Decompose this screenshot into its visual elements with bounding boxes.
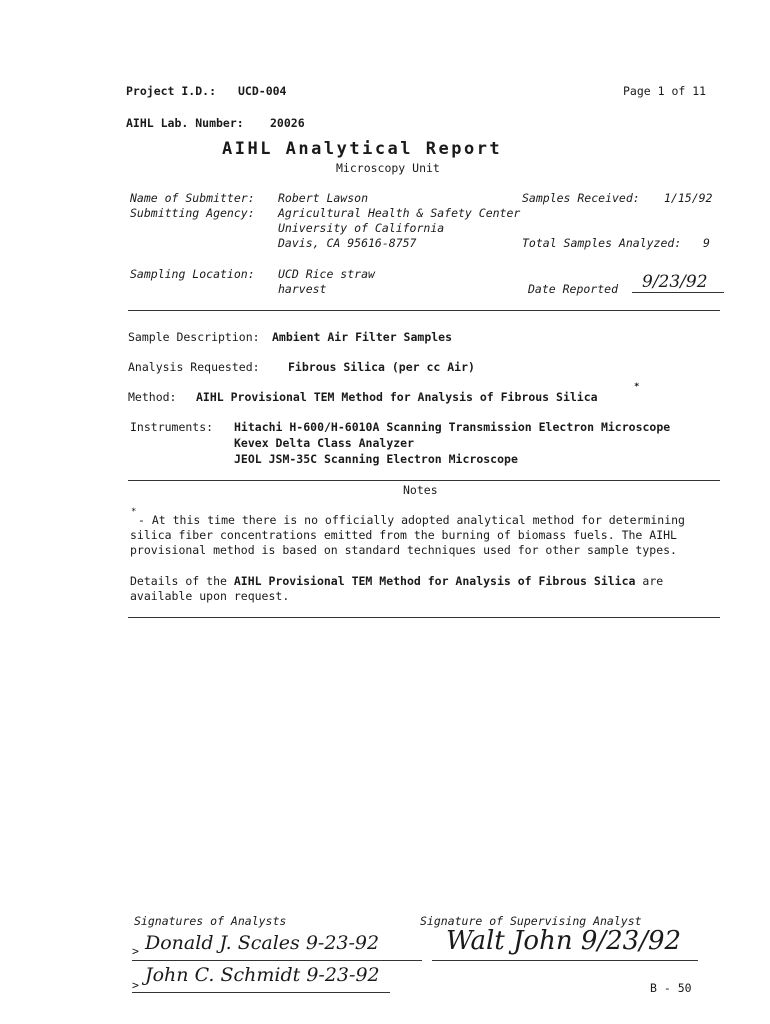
submitting-agency-line-2: University of California xyxy=(278,221,445,235)
samples-received-label: Samples Received: xyxy=(522,191,640,205)
date-reported-label: Date Reported xyxy=(528,282,619,296)
instrument-1: Hitachi H-600/H-6010A Scanning Transmission Electron Microscope xyxy=(234,420,671,434)
sampling-location-line-1: UCD Rice straw xyxy=(278,267,375,281)
supervisor-signature-label: Signature of Supervising Analyst xyxy=(420,914,642,928)
date-reported-value: 9/23/92 xyxy=(642,272,708,292)
total-samples-label: Total Samples Analyzed: xyxy=(522,236,682,250)
submitting-agency-label: Submitting Agency: xyxy=(130,206,255,220)
analysts-signature-label: Signatures of Analysts xyxy=(134,914,287,928)
page-code: B - 50 xyxy=(650,981,692,995)
submitting-agency-line-1: Agricultural Health & Safety Center xyxy=(278,206,521,220)
divider-notes xyxy=(128,480,720,481)
notes-line-1: - At this time there is no officially adopted analytical method for determining xyxy=(138,513,685,527)
report-title: AIHL Analytical Report xyxy=(222,139,503,159)
instrument-2: Kevex Delta Class Analyzer xyxy=(234,436,415,450)
sampling-location-line-2: harvest xyxy=(278,282,327,296)
analyst1-signature-line xyxy=(132,960,422,961)
analysis-requested-label: Analysis Requested: xyxy=(128,360,260,374)
lab-number-label: AIHL Lab. Number: xyxy=(126,116,244,130)
notes-paragraph-2 xyxy=(130,574,663,604)
method-label: Method: xyxy=(128,390,177,404)
notes-paragraph-1 xyxy=(138,513,685,528)
notes-para2-prefix: Details of the xyxy=(130,574,227,588)
method-value: AIHL Provisional TEM Method for Analysis of Fibrous Silica xyxy=(196,390,598,404)
method-footnote-mark: * xyxy=(634,382,640,392)
analyst1-signature: Donald J. Scales 9-23-92 xyxy=(145,932,380,954)
submitter-name-value: Robert Lawson xyxy=(278,191,369,205)
analysis-requested-value: Fibrous Silica (per cc Air) xyxy=(288,360,475,374)
sample-description-label: Sample Description: xyxy=(128,330,260,344)
report-subtitle: Microscopy Unit xyxy=(336,161,440,175)
analyst1-marker: > xyxy=(132,944,139,958)
notes-footnote-mark: * xyxy=(131,507,137,517)
project-id-value: UCD-004 xyxy=(238,84,287,98)
divider-top xyxy=(128,310,720,311)
samples-received-value: 1/15/92 xyxy=(664,191,713,205)
divider-bottom xyxy=(128,617,720,618)
submitter-name-label: Name of Submitter: xyxy=(130,191,255,205)
notes-para2-line-2: available upon request. xyxy=(130,589,290,603)
notes-para2-method: AIHL Provisional TEM Method for Analysis of Fibrous Silica xyxy=(233,574,636,588)
project-id-label: Project I.D.: xyxy=(126,84,217,98)
sampling-location-label: Sampling Location: xyxy=(130,267,255,281)
supervisor-signature-line xyxy=(432,960,698,961)
analyst2-signature: John C. Schmidt 9-23-92 xyxy=(145,964,380,986)
supervisor-signature: Walt John 9/23/92 xyxy=(446,926,682,956)
notes-line-2: silica fiber concentrations emitted from the burning of biomass fuels. The AIHL xyxy=(130,528,677,542)
total-samples-value: 9 xyxy=(703,236,710,250)
instrument-3: JEOL JSM-35C Scanning Electron Microscope xyxy=(234,452,518,466)
lab-number-value: 20026 xyxy=(270,116,305,130)
notes-paragraph-1-cont xyxy=(130,528,677,558)
notes-para2-suffix: are xyxy=(642,574,664,588)
submitting-agency-line-3: Davis, CA 95616-8757 xyxy=(278,236,417,250)
instruments-label: Instruments: xyxy=(130,420,214,434)
notes-line-3: provisional method is based on standard techniques used for other sample types. xyxy=(130,543,677,557)
analyst2-signature-line xyxy=(132,992,390,993)
sample-description-value: Ambient Air Filter Samples xyxy=(272,330,453,344)
date-reported-underline xyxy=(632,292,724,293)
analyst2-marker: > xyxy=(132,978,139,992)
page-number: Page 1 of 11 xyxy=(623,84,707,98)
notes-heading: Notes xyxy=(403,483,438,497)
